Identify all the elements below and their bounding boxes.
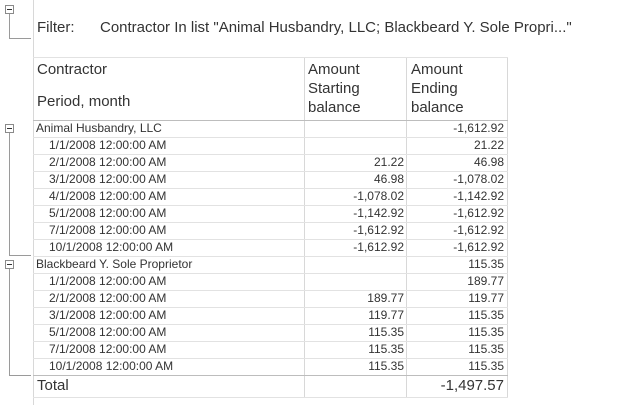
row-separator xyxy=(33,154,508,155)
table-row[interactable] xyxy=(34,205,508,222)
table-row[interactable] xyxy=(34,137,508,154)
row-separator xyxy=(33,188,508,189)
period-cell: 7/1/2008 12:00:00 AM xyxy=(49,223,167,237)
end-cell: 115.35 xyxy=(468,342,504,356)
table-row[interactable] xyxy=(34,171,508,188)
table-row[interactable] xyxy=(34,307,508,324)
end-cell: 115.35 xyxy=(468,359,504,373)
period-cell: 10/1/2008 12:00:00 AM xyxy=(49,240,174,254)
period-cell: 5/1/2008 12:00:00 AM xyxy=(49,325,167,339)
header-amount-start-line3: balance xyxy=(308,99,361,116)
header-amount-end-line3: balance xyxy=(411,99,464,116)
start-cell: -1,612.92 xyxy=(353,223,404,237)
header-amount-end-line1: Amount xyxy=(411,61,463,78)
period-cell: 10/1/2008 12:00:00 AM xyxy=(49,359,174,373)
table-row[interactable] xyxy=(34,154,508,171)
period-cell: 4/1/2008 12:00:00 AM xyxy=(49,189,167,203)
period-cell: 3/1/2008 12:00:00 AM xyxy=(49,172,167,186)
start-cell: 115.35 xyxy=(368,359,404,373)
period-cell: 5/1/2008 12:00:00 AM xyxy=(49,206,167,220)
group-name-2: Blackbeard Y. Sole Proprietor xyxy=(36,257,193,271)
row-separator xyxy=(33,324,508,325)
start-cell: -1,142.92 xyxy=(353,206,404,220)
group-ending-2: 115.35 xyxy=(468,257,504,271)
table-row[interactable] xyxy=(34,324,508,341)
header-amount-start-line2: Starting xyxy=(308,80,360,97)
group-row-1[interactable] xyxy=(34,120,508,137)
start-cell: 46.98 xyxy=(373,172,404,186)
table-row[interactable] xyxy=(34,188,508,205)
group-collapse-toggle-1[interactable] xyxy=(5,124,14,133)
total-value: -1,497.57 xyxy=(440,377,504,394)
end-cell: -1,078.02 xyxy=(453,172,504,186)
row-separator xyxy=(33,341,508,342)
row-separator xyxy=(33,222,508,223)
header-contractor[interactable]: Contractor xyxy=(37,61,108,78)
end-cell: 115.35 xyxy=(468,325,504,339)
period-cell: 1/1/2008 12:00:00 AM xyxy=(49,274,167,288)
group-tree-line-1 xyxy=(9,133,10,255)
table-row[interactable] xyxy=(34,273,508,290)
start-cell: -1,078.02 xyxy=(353,189,404,203)
row-separator xyxy=(33,171,508,172)
filter-tree-branch xyxy=(9,38,31,39)
total-bottom-line xyxy=(33,397,508,398)
group-ending-1: -1,612.92 xyxy=(453,121,504,135)
group-collapse-toggle-2[interactable] xyxy=(5,260,14,269)
header-amount-end-line2: Ending xyxy=(411,80,458,97)
total-label: Total xyxy=(37,377,69,394)
header-top-line xyxy=(33,57,508,58)
group-tree-branch-1 xyxy=(9,255,31,256)
group-tree-branch-2 xyxy=(9,375,31,376)
group-row-2[interactable] xyxy=(34,256,508,273)
period-cell: 3/1/2008 12:00:00 AM xyxy=(49,308,167,322)
start-cell: 21.22 xyxy=(373,155,404,169)
start-cell: -1,612.92 xyxy=(353,240,404,254)
row-separator xyxy=(33,256,508,257)
end-cell: 21.22 xyxy=(473,138,504,152)
end-cell: -1,142.92 xyxy=(453,189,504,203)
group-name-1: Animal Husbandry, LLC xyxy=(36,121,162,135)
header-amount-start[interactable] xyxy=(308,60,361,117)
start-cell: 115.35 xyxy=(368,342,404,356)
filter-value[interactable]: Contractor In list "Animal Husbandry, LLC; Blackbeard Y. Sole Propri..." xyxy=(100,19,572,36)
period-cell: 2/1/2008 12:00:00 AM xyxy=(49,291,167,305)
filter-collapse-toggle[interactable] xyxy=(5,5,14,14)
group-tree-line-2 xyxy=(9,269,10,375)
header-period[interactable]: Period, month xyxy=(37,93,131,110)
start-cell: 189.77 xyxy=(367,291,404,305)
end-cell: 46.98 xyxy=(473,155,504,169)
start-cell: 119.77 xyxy=(368,308,404,322)
row-separator xyxy=(33,358,508,359)
row-separator xyxy=(33,290,508,291)
header-amount-start-line1: Amount xyxy=(308,61,360,78)
row-separator xyxy=(33,137,508,138)
end-cell: 119.77 xyxy=(468,291,504,305)
end-cell: -1,612.92 xyxy=(453,240,504,254)
table-row[interactable] xyxy=(34,239,508,256)
period-cell: 7/1/2008 12:00:00 AM xyxy=(49,342,167,356)
end-cell: -1,612.92 xyxy=(453,223,504,237)
period-cell: 1/1/2008 12:00:00 AM xyxy=(49,138,167,152)
table-row[interactable] xyxy=(34,341,508,358)
table-row[interactable] xyxy=(34,358,508,375)
header-amount-end[interactable] xyxy=(411,60,464,117)
row-separator xyxy=(33,239,508,240)
table-row[interactable] xyxy=(34,290,508,307)
filter-label: Filter: xyxy=(37,19,75,36)
end-cell: -1,612.92 xyxy=(453,206,504,220)
filter-tree-line xyxy=(9,14,10,38)
row-separator xyxy=(33,273,508,274)
end-cell: 189.77 xyxy=(467,274,504,288)
table-row[interactable] xyxy=(34,222,508,239)
period-cell: 2/1/2008 12:00:00 AM xyxy=(49,155,167,169)
row-separator xyxy=(33,307,508,308)
end-cell: 115.35 xyxy=(468,308,504,322)
total-row xyxy=(34,375,508,397)
row-separator xyxy=(33,205,508,206)
start-cell: 115.35 xyxy=(368,325,404,339)
